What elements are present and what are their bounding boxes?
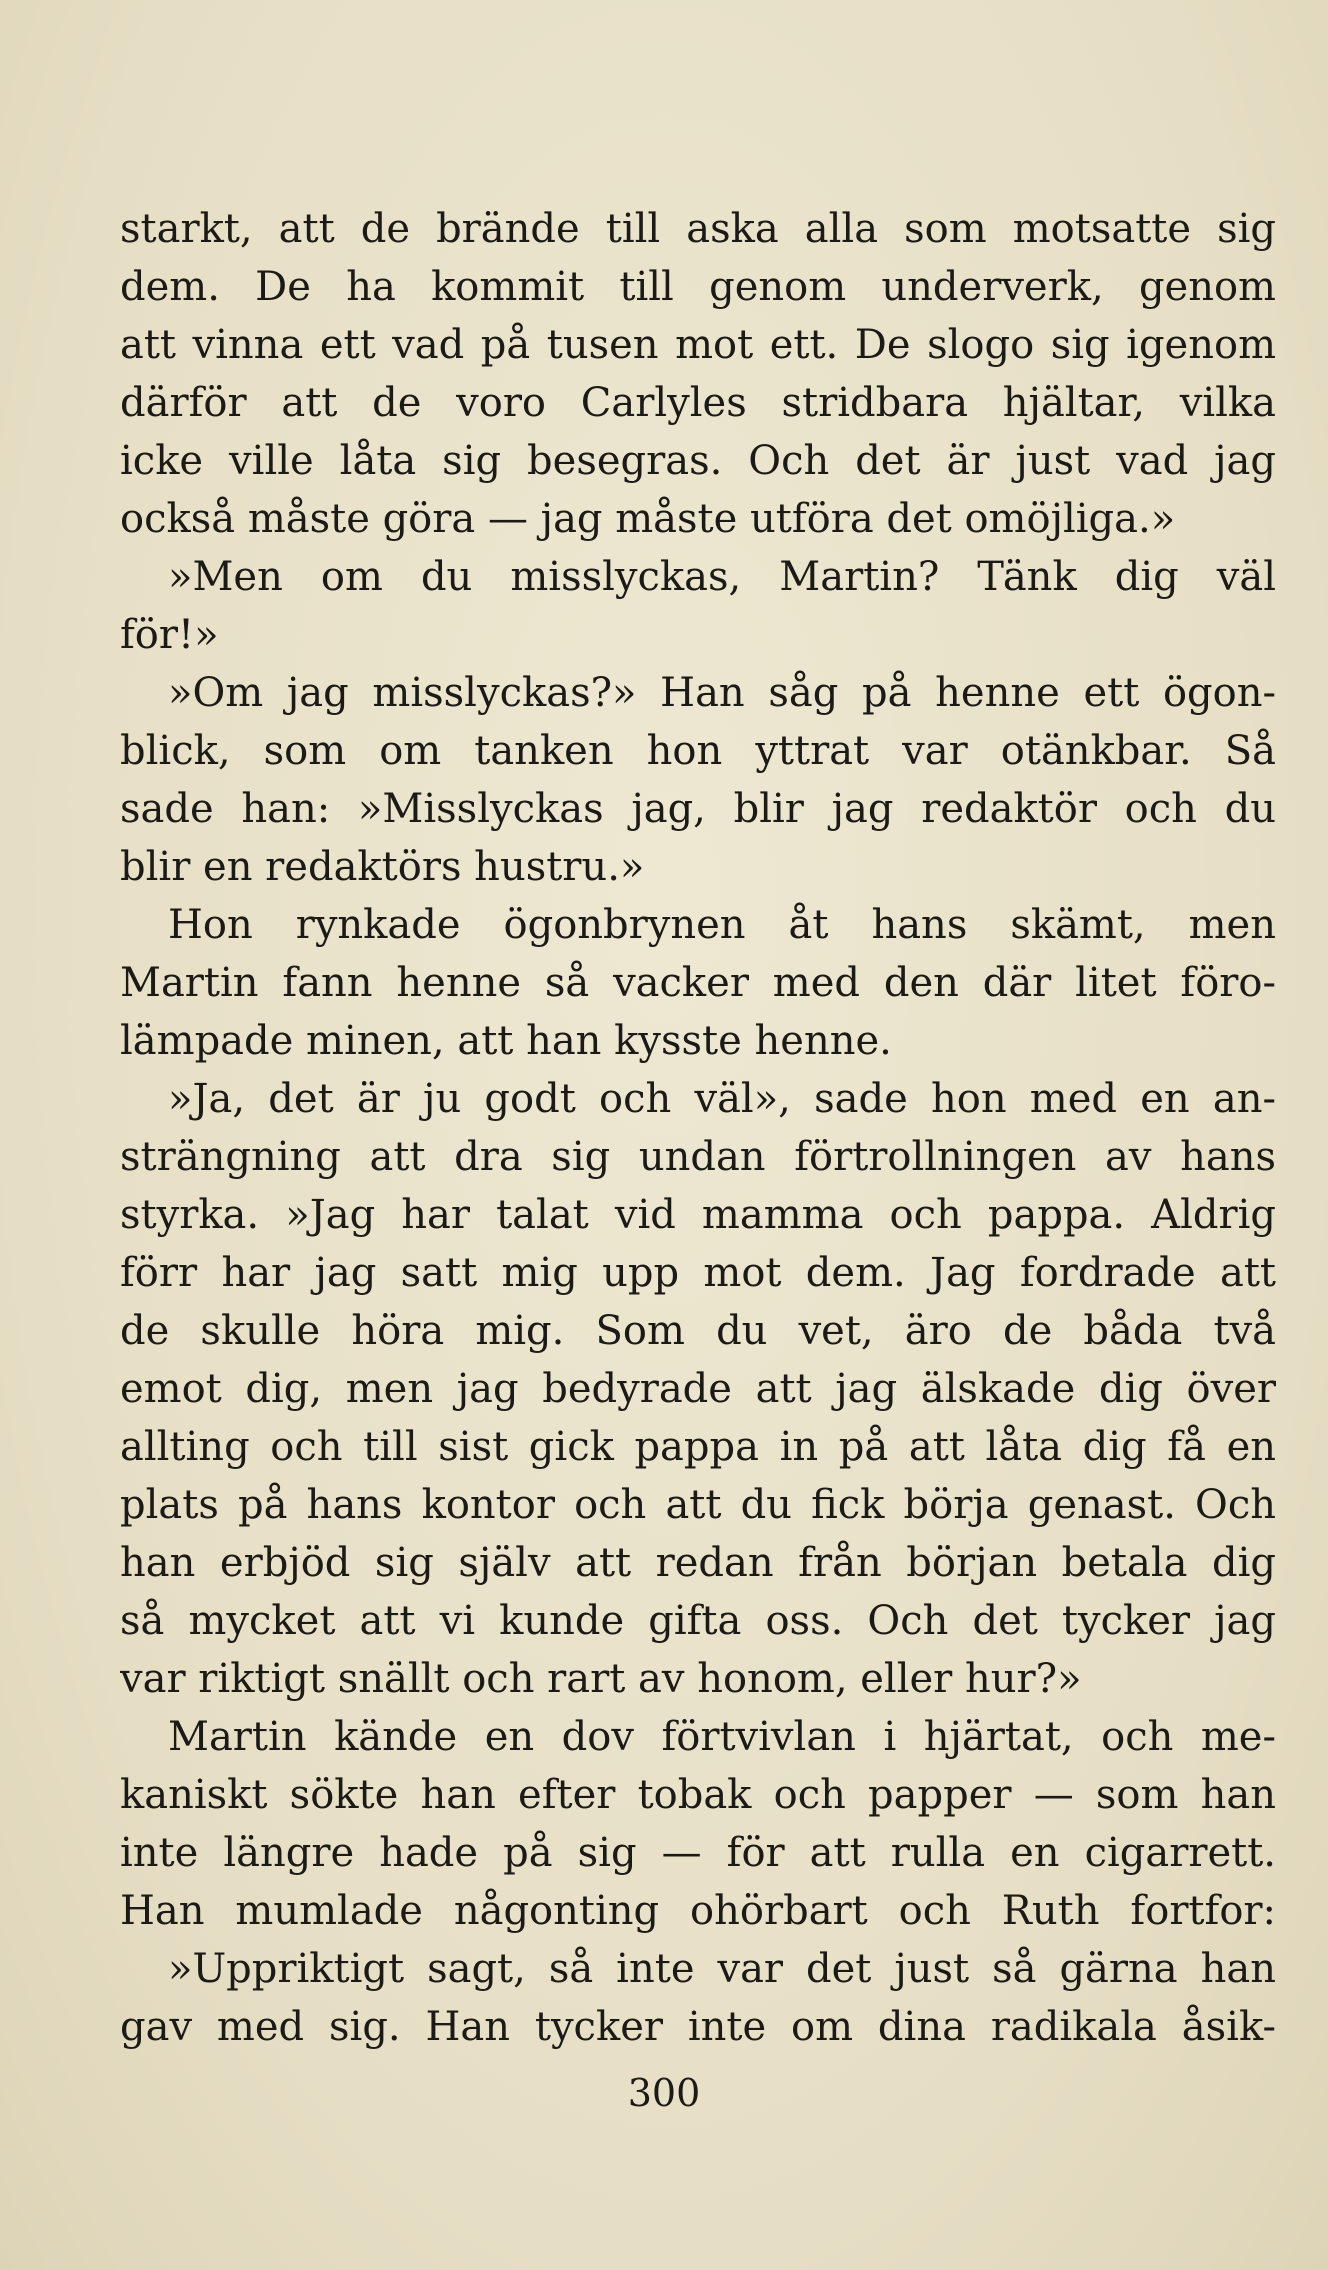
text-line: han erbjöd sig själv att redan från början betala dig xyxy=(120,1540,1276,1586)
text-line: förr har jag satt mig upp mot dem. Jag fordrade att xyxy=(120,1250,1276,1296)
text-line: »Om jag misslyckas?» Han såg på henne ett ögon- xyxy=(168,670,1276,716)
text-line: »Uppriktigt sagt, så inte var det just så gärna han xyxy=(168,1946,1276,1992)
text-line: Martin fann henne så vacker med den där litet föro- xyxy=(120,960,1276,1006)
text-line: Han mumlade någonting ohörbart och Ruth fortfor: xyxy=(120,1888,1276,1934)
text-line: »Men om du misslyckas, Martin? Tänk dig väl xyxy=(168,554,1276,600)
text-line: plats på hans kontor och att du fick börja genast. Och xyxy=(120,1482,1276,1528)
text-line: kaniskt sökte han efter tobak och papper — som han xyxy=(120,1772,1276,1818)
text-line: blir en redaktörs hustru.» xyxy=(120,844,645,890)
text-line: lämpade minen, att han kysste henne. xyxy=(120,1018,892,1064)
text-line: strängning att dra sig undan förtrollningen av hans xyxy=(120,1134,1276,1180)
text-line: därför att de voro Carlyles stridbara hjältar, vilka xyxy=(120,380,1276,426)
text-line: sade han: »Misslyckas jag, blir jag redaktör och du xyxy=(120,786,1276,832)
text-line: »Ja, det är ju godt och väl», sade hon med en an- xyxy=(168,1076,1276,1122)
text-line: också måste göra — jag måste utföra det omöjliga.» xyxy=(120,496,1176,542)
text-line: allting och till sist gick pappa in på att låta dig få en xyxy=(120,1424,1276,1470)
text-line: dem. De ha kommit till genom underverk, genom xyxy=(120,264,1276,310)
text-line: så mycket att vi kunde gifta oss. Och det tycker jag xyxy=(120,1598,1276,1644)
text-line: emot dig, men jag bedyrade att jag älskade dig över xyxy=(120,1366,1276,1412)
text-line: Hon rynkade ögonbrynen åt hans skämt, men xyxy=(168,902,1276,948)
text-line: icke ville låta sig besegras. Och det är just vad jag xyxy=(120,438,1276,484)
text-line: de skulle höra mig. Som du vet, äro de båda två xyxy=(120,1308,1276,1354)
text-line: blick, som om tanken hon yttrat var otänkbar. Så xyxy=(120,728,1276,774)
page-number: 300 xyxy=(627,2071,701,2115)
text-line: styrka. »Jag har talat vid mamma och pappa. Aldrig xyxy=(120,1192,1276,1238)
body-text xyxy=(120,200,1276,2056)
text-line: Martin kände en dov förtvivlan i hjärtat, och me- xyxy=(168,1714,1276,1760)
text-line: var riktigt snällt och rart av honom, eller hur?» xyxy=(120,1656,1082,1702)
text-line: för!» xyxy=(120,612,219,658)
text-line: att vinna ett vad på tusen mot ett. De slogo sig igenom xyxy=(120,322,1276,368)
text-line: gav med sig. Han tycker inte om dina radikala åsik- xyxy=(120,2004,1276,2050)
text-line: starkt, att de brände till aska alla som motsatte sig xyxy=(120,206,1276,252)
text-line: inte längre hade på sig — för att rulla en cigarrett. xyxy=(120,1830,1276,1876)
